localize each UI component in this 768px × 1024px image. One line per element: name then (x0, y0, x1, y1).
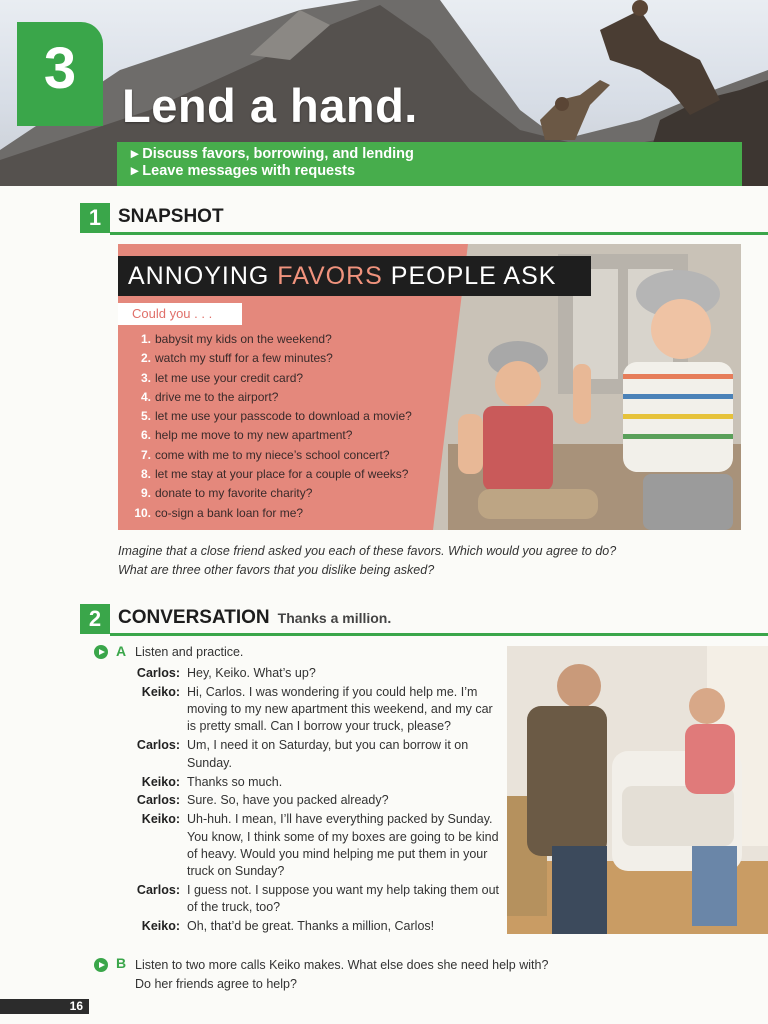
speaker: Keiko: (141, 684, 180, 699)
audio-play-icon[interactable] (94, 958, 108, 972)
dialog-line (118, 811, 504, 880)
snapshot-prompt (118, 542, 718, 580)
speaker: Carlos: (136, 666, 180, 680)
favors-lead: Could you . . . (118, 303, 242, 325)
section-title: SNAPSHOT (118, 206, 224, 227)
section-number: 1 (80, 203, 110, 233)
dialog-line (118, 684, 504, 736)
dialog-line (118, 792, 504, 809)
speaker: Carlos: (136, 793, 180, 808)
list-item (127, 409, 412, 428)
conversation-dialog (118, 665, 504, 937)
snapshot-title (128, 262, 556, 291)
section-title (118, 607, 391, 629)
speaker: Carlos: (136, 883, 180, 898)
utterance: Um, I need it on Saturday, but you can borrow it on Sunday. (187, 738, 469, 770)
list-item (127, 390, 412, 409)
item-number: 6. (140, 428, 151, 443)
heading-text: CONVERSATION (118, 607, 270, 628)
item-number: 8. (140, 467, 151, 482)
dialog-line (118, 737, 504, 772)
dialog-line (118, 882, 504, 917)
section-rule (110, 232, 768, 235)
exercise-letter: B (116, 955, 127, 971)
item-text: let me use your passcode to download a movie? (155, 409, 412, 424)
title-highlight: FAVORS (277, 262, 383, 290)
item-number: 9. (140, 486, 151, 501)
item-number: 7. (140, 447, 151, 462)
audio-play-icon[interactable] (94, 645, 108, 659)
title-part: PEOPLE ASK (382, 262, 557, 290)
utterance: Hi, Carlos. I was wondering if you could help me. I’m moving to my new apartment this weekend, and my car is pretty small. Can I borrow your truck, please? (187, 684, 493, 734)
dialog-line (118, 774, 504, 791)
dialog-line (118, 918, 504, 935)
item-text: donate to my favorite charity? (155, 486, 313, 501)
instruction-line: Listen to two more calls Keiko makes. What else does she need help with? (135, 958, 549, 972)
unit-banner (0, 0, 768, 186)
item-number: 4. (140, 389, 151, 404)
unit-number-badge: 3 (17, 22, 103, 126)
item-text: co-sign a bank loan for me? (155, 505, 304, 520)
footer-bar (0, 999, 11, 1014)
item-text: let me stay at your place for a couple of weeks? (155, 467, 409, 482)
instruction-line: Do her friends agree to help? (135, 977, 297, 991)
item-text: come with me to my niece’s school concert? (155, 447, 390, 462)
item-text: drive me to the airport? (155, 389, 279, 404)
utterance: Thanks so much. (187, 774, 283, 789)
utterance: Hey, Keiko. What’s up? (187, 666, 316, 680)
prompt-line: What are three other favors that you dislike being asked? (118, 563, 435, 577)
unit-goal: ▸ Leave messages with requests (131, 163, 356, 179)
page-number: 16 (11, 999, 89, 1014)
moving-couch-photo (507, 646, 768, 934)
snapshot-title-banner (118, 256, 591, 296)
snapshot-panel (118, 244, 741, 530)
list-item (127, 467, 412, 486)
unit-goals-bar (117, 142, 742, 186)
speaker: Keiko: (141, 812, 180, 827)
utterance: Sure. So, have you packed already? (187, 793, 389, 808)
dialog-line (118, 665, 504, 682)
item-number: 5. (140, 409, 151, 424)
list-item (127, 428, 412, 447)
exercise-letter: A (116, 643, 127, 659)
utterance: Oh, that’d be great. Thanks a million, Carlos! (187, 919, 435, 934)
item-text: help me move to my new apartment? (155, 428, 353, 443)
unit-goal: ▸ Discuss favors, borrowing, and lending (131, 146, 414, 162)
section-subtitle: Thanks a million. (277, 610, 392, 626)
utterance: I guess not. I suppose you want my help taking them out of the truck, too? (187, 883, 499, 915)
item-number: 2. (140, 351, 151, 366)
item-text: babysit my kids on the weekend? (155, 332, 332, 346)
speaker: Carlos: (136, 738, 180, 753)
section-rule (110, 633, 768, 636)
list-item (127, 332, 412, 351)
title-part: ANNOYING (128, 262, 278, 290)
favors-list (127, 332, 412, 525)
item-text: watch my stuff for a few minutes? (155, 351, 333, 366)
speaker: Keiko: (141, 919, 180, 934)
list-item (127, 448, 412, 467)
item-number: 3. (140, 370, 151, 385)
list-item (127, 351, 412, 370)
item-number: 1. (140, 332, 151, 346)
list-item (127, 486, 412, 505)
prompt-line: Imagine that a close friend asked you each of these favors. Which would you agree to do? (118, 544, 617, 558)
item-text: let me use your credit card? (155, 370, 304, 385)
speaker: Keiko: (141, 774, 180, 789)
item-number: 10. (134, 505, 151, 520)
exercise-instruction: Listen and practice. (135, 645, 244, 659)
exercise-instruction (135, 956, 548, 994)
list-item (127, 371, 412, 390)
list-item (127, 506, 412, 525)
unit-title: Lend a hand. (122, 79, 418, 132)
section-number: 2 (80, 604, 110, 634)
utterance: Uh-huh. I mean, I’ll have everything packed by Sunday. You know, I think some of my boxes are going to be kind of heavy. Would you mind helping me put them in your truck on Sunday? (187, 812, 499, 879)
